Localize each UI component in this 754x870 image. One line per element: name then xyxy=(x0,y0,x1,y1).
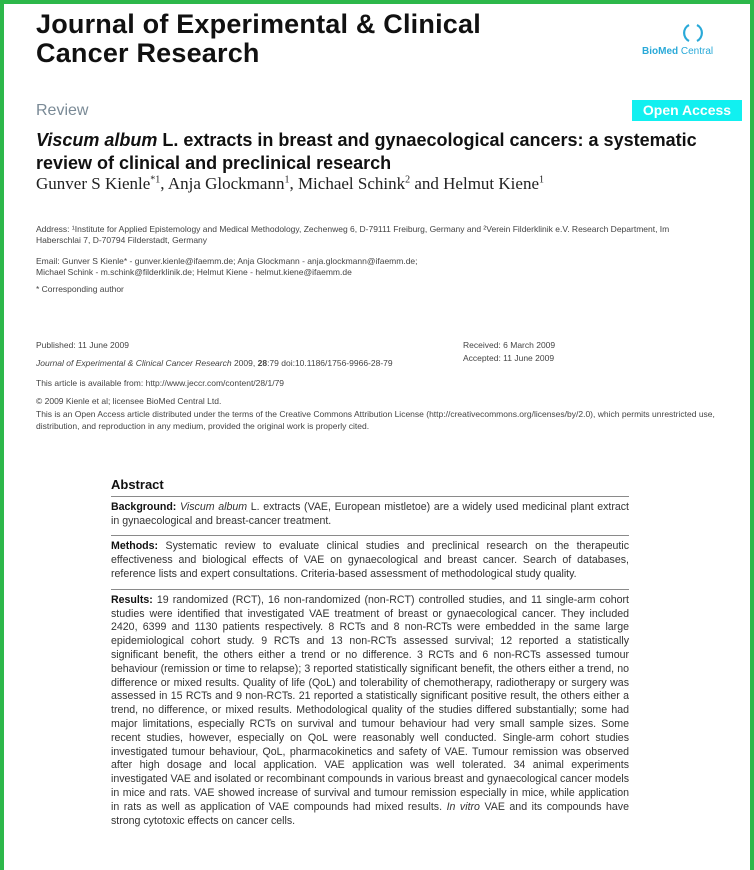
journal-title-line2: Cancer Research xyxy=(36,38,260,68)
accepted-date: Accepted: 11 June 2009 xyxy=(463,353,555,363)
author-4: Helmut Kiene$^1$ xyxy=(443,174,544,193)
abstract xyxy=(111,478,629,835)
author-1: Gunver S Kienle$^{*1}$, xyxy=(36,174,168,193)
open-access-badge: Open Access xyxy=(632,100,742,121)
bmc-circle-icon xyxy=(680,22,706,44)
abstract-methods: Methods: Systematic review to evaluate clinical studies and preclinical research on the therapeutic effectiveness and biological effects of VAE on gynaecological and breast cancer. Search of databases, reference lists and expert consultations. Criteria-based assessment of methodological study quality. xyxy=(111,535,629,581)
author-emails: Email: Gunver S Kienle* - gunver.kienle@ifaemm.de; Anja Glockmann - anja.glockmann@ifaemm.de; Michael Schink - m.schink@filderklinik.de; Helmut Kiene - helmut.kiene@ifaemm.de xyxy=(36,256,418,277)
article-url[interactable]: This article is available from: http://www.jeccr.com/content/28/1/79 xyxy=(36,378,285,388)
abstract-heading: Abstract xyxy=(111,477,164,492)
abstract-background: Background: Viscum album L. extracts (VAE, European mistletoe) are a widely used medicinal plant extract in gynaecological and breast-cancer treatment. xyxy=(111,496,629,529)
copyright-notice: © 2009 Kienle et al; licensee BioMed Central Ltd. xyxy=(36,396,222,406)
biomed-central-logo xyxy=(640,22,736,62)
article-title: Viscum album L. extracts in breast and gynaecological cancers: a systematic review of clinical and preclinical research xyxy=(36,130,697,173)
author-list xyxy=(36,174,544,194)
author-address: Address: ¹Institute for Applied Epistemology and Medical Methodology, Zechenweg 6, D-79111 Freiburg, Germany and ²Verein Filderklinik e.V. Research Department, Im Haberschlai 7, D-70794 Filderstadt, Germany xyxy=(36,224,670,245)
article-section-type: Review xyxy=(36,102,89,119)
received-date: Received: 6 March 2009 xyxy=(463,340,556,350)
corresponding-author-note: * Corresponding author xyxy=(36,284,124,294)
author-2: Anja Glockmann$^1$, xyxy=(167,174,298,193)
journal-title xyxy=(36,10,481,68)
author-3: Michael Schink$^2$ and xyxy=(297,174,444,193)
abstract-results: Results: 19 randomized (RCT), 16 non-randomized (non-RCT) controlled studies, and 11 single-arm cohort studies were identified that investigated VAE treatment of breast or gynaecological cancer. They included 2420, 6399 and 1130 patients respectively. 8 RCTs and 8 non-RCTs were embedded in the same large epidemiological cohort study. 9 RCTs and 13 non-RCTs assessed survival; 12 reported a statistically significant benefit, the others either a trend or no difference. 3 RCTs and 6 non-RCTs assessed tumour behaviour (remission or time to relapse); 3 reported statistically significant benefit, the others either a trend, no difference or mixed results. Quality of life (QoL) and tolerability of chemotherapy, radiotherapy or surgery was assessed in 15 RCTs and 9 non-RCTs. 21 reported a statistically significant positive result, the others either a trend, no difference, or mixed results. Methodological quality of the studies differed substantially; some had major limitations, especially RCTs on survival and tumour behaviour had very small sample sizes. Some recent studies, however, especially on QoL were reasonably well conducted. Single-arm cohort studies investigated tumour behaviour, QoL, pharmacokinetics and safety of VAE. Tumour remission was observed after high dosage and local application. VAE application was well tolerated. 34 animal experiments investigated VAE and isolated or recombinant compounds in various breast and gynaecological cancer models in mice and rats. VAE showed increase of survival and tumour remission especially in mice, while application in rats as well as application of VAE compounds had mixed results. In vitro VAE and its compounds have strong cytotoxic effects on cancer cells. xyxy=(111,589,629,829)
citation: Journal of Experimental & Clinical Cancer Research 2009, 28:79 doi:10.1186/1756-9966-28-79 xyxy=(36,358,393,368)
publisher-name: BioMed Central xyxy=(642,46,714,57)
journal-title-line1: Journal of Experimental & Clinical xyxy=(36,9,481,39)
published-date: Published: 11 June 2009 xyxy=(36,340,129,350)
license-text: This is an Open Access article distributed under the terms of the Creative Commons Attribution License (http://creativecommons.org/licenses/by/2.0), which permits unrestricted use, distribution, and reproduction in any medium, provided the original work is properly cited. xyxy=(36,409,715,431)
